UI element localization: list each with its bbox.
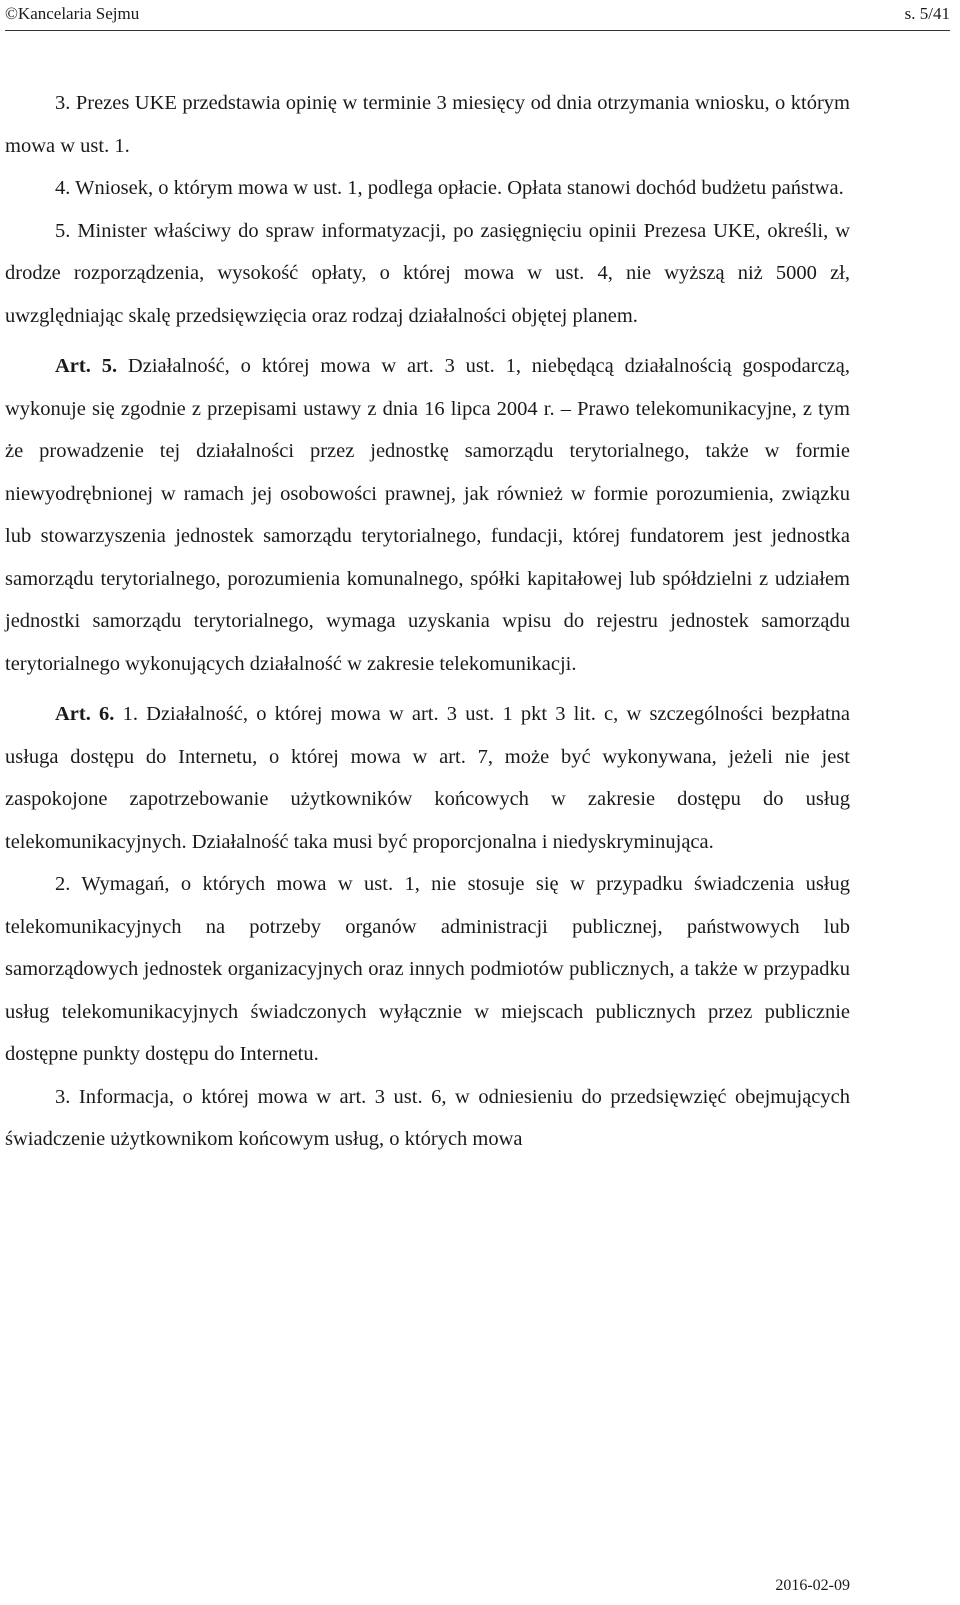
paragraph xyxy=(5,82,850,167)
publisher-label: ©Kancelaria Sejmu xyxy=(5,4,140,23)
paragraph-text: Działalność, o której mowa w art. 3 ust. 1, niebędącą działalnością gospodarczą, wykonuje się zgodnie z przepisami ustawy z dnia 16 lipca 2004 r. – Prawo telekomunikacyjne, z tym że prowadzenie tej działalności przez jednostkę samorządu terytorialnego, także w formie niewyodrębnionej w ramach jej osobowości prawnej, jak również w formie porozumienia, związku lub stowarzyszenia jednostek samorządu terytorialnego, fundacji, której fundatorem jest jednostka samorządu terytorialnego, porozumienia komunalnego, spółki kapitałowej lub spółdzielni z udziałem jednostki samorządu terytorialnego, wymaga uzyskania wpisu do rejestru jednostek samorządu terytorialnego wykonujących działalność w zakresie telekomunikacji. xyxy=(5,355,850,675)
page-number: s. 5/41 xyxy=(904,4,950,23)
article-paragraph xyxy=(5,693,850,863)
paragraph xyxy=(5,1076,850,1161)
page-header xyxy=(5,0,950,31)
article-paragraph xyxy=(5,345,850,685)
document-body xyxy=(5,82,850,1161)
paragraph xyxy=(5,167,850,210)
paragraph-text: 1. Działalność, o której mowa w art. 3 ust. 1 pkt 3 lit. c, w szczególności bezpłatna usługa dostępu do Internetu, o której mowa w art. 7, może być wykonywana, jeżeli nie jest zaspokojone zapotrzebowanie użytkowników końcowych w zakresie dostępu do usług telekomunikacyjnych. Działalność taka musi być proporcjonalna i niedyskryminująca. xyxy=(5,703,850,853)
paragraph xyxy=(5,210,850,338)
paragraph-text: 3. Informacja, o której mowa w art. 3 ust. 6, w odniesieniu do przedsięwzięć obejmujących świadczenie użytkownikom końcowym usług, o których mowa xyxy=(5,1085,850,1150)
article-number: Art. 6. xyxy=(55,703,115,725)
paragraph-text: 2. Wymagań, o których mowa w ust. 1, nie stosuje się w przypadku świadczenia usług telekomunikacyjnych na potrzeby organów administracji publicznej, państwowych lub samorządowych jednostek organizacyjnych oraz innych podmiotów publicznych, a także w przypadku usług telekomunikacyjnych świadczonych wyłącznie w miejscach publicznych przez publicznie dostępne punkty dostępu do Internetu. xyxy=(5,873,850,1065)
paragraph xyxy=(5,863,850,1076)
paragraph-text: 5. Minister właściwy do spraw informatyzacji, po zasięgnięciu opinii Prezesa UKE, określi, w drodze rozporządzenia, wysokość opłaty, o której mowa w ust. 4, nie wyższą niż 5000 zł, uwzględniając skalę przedsięwzięcia oraz rodzaj działalności objętej planem. xyxy=(5,219,850,327)
article-number: Art. 5. xyxy=(55,355,118,377)
paragraph-text: 4. Wniosek, o którym mowa w ust. 1, podlega opłacie. Opłata stanowi dochód budżetu państwa. xyxy=(55,177,844,199)
document-date: 2016-02-09 xyxy=(775,1577,850,1594)
paragraph-text: 3. Prezes UKE przedstawia opinię w terminie 3 miesięcy od dnia otrzymania wniosku, o którym mowa w ust. 1. xyxy=(5,92,850,157)
